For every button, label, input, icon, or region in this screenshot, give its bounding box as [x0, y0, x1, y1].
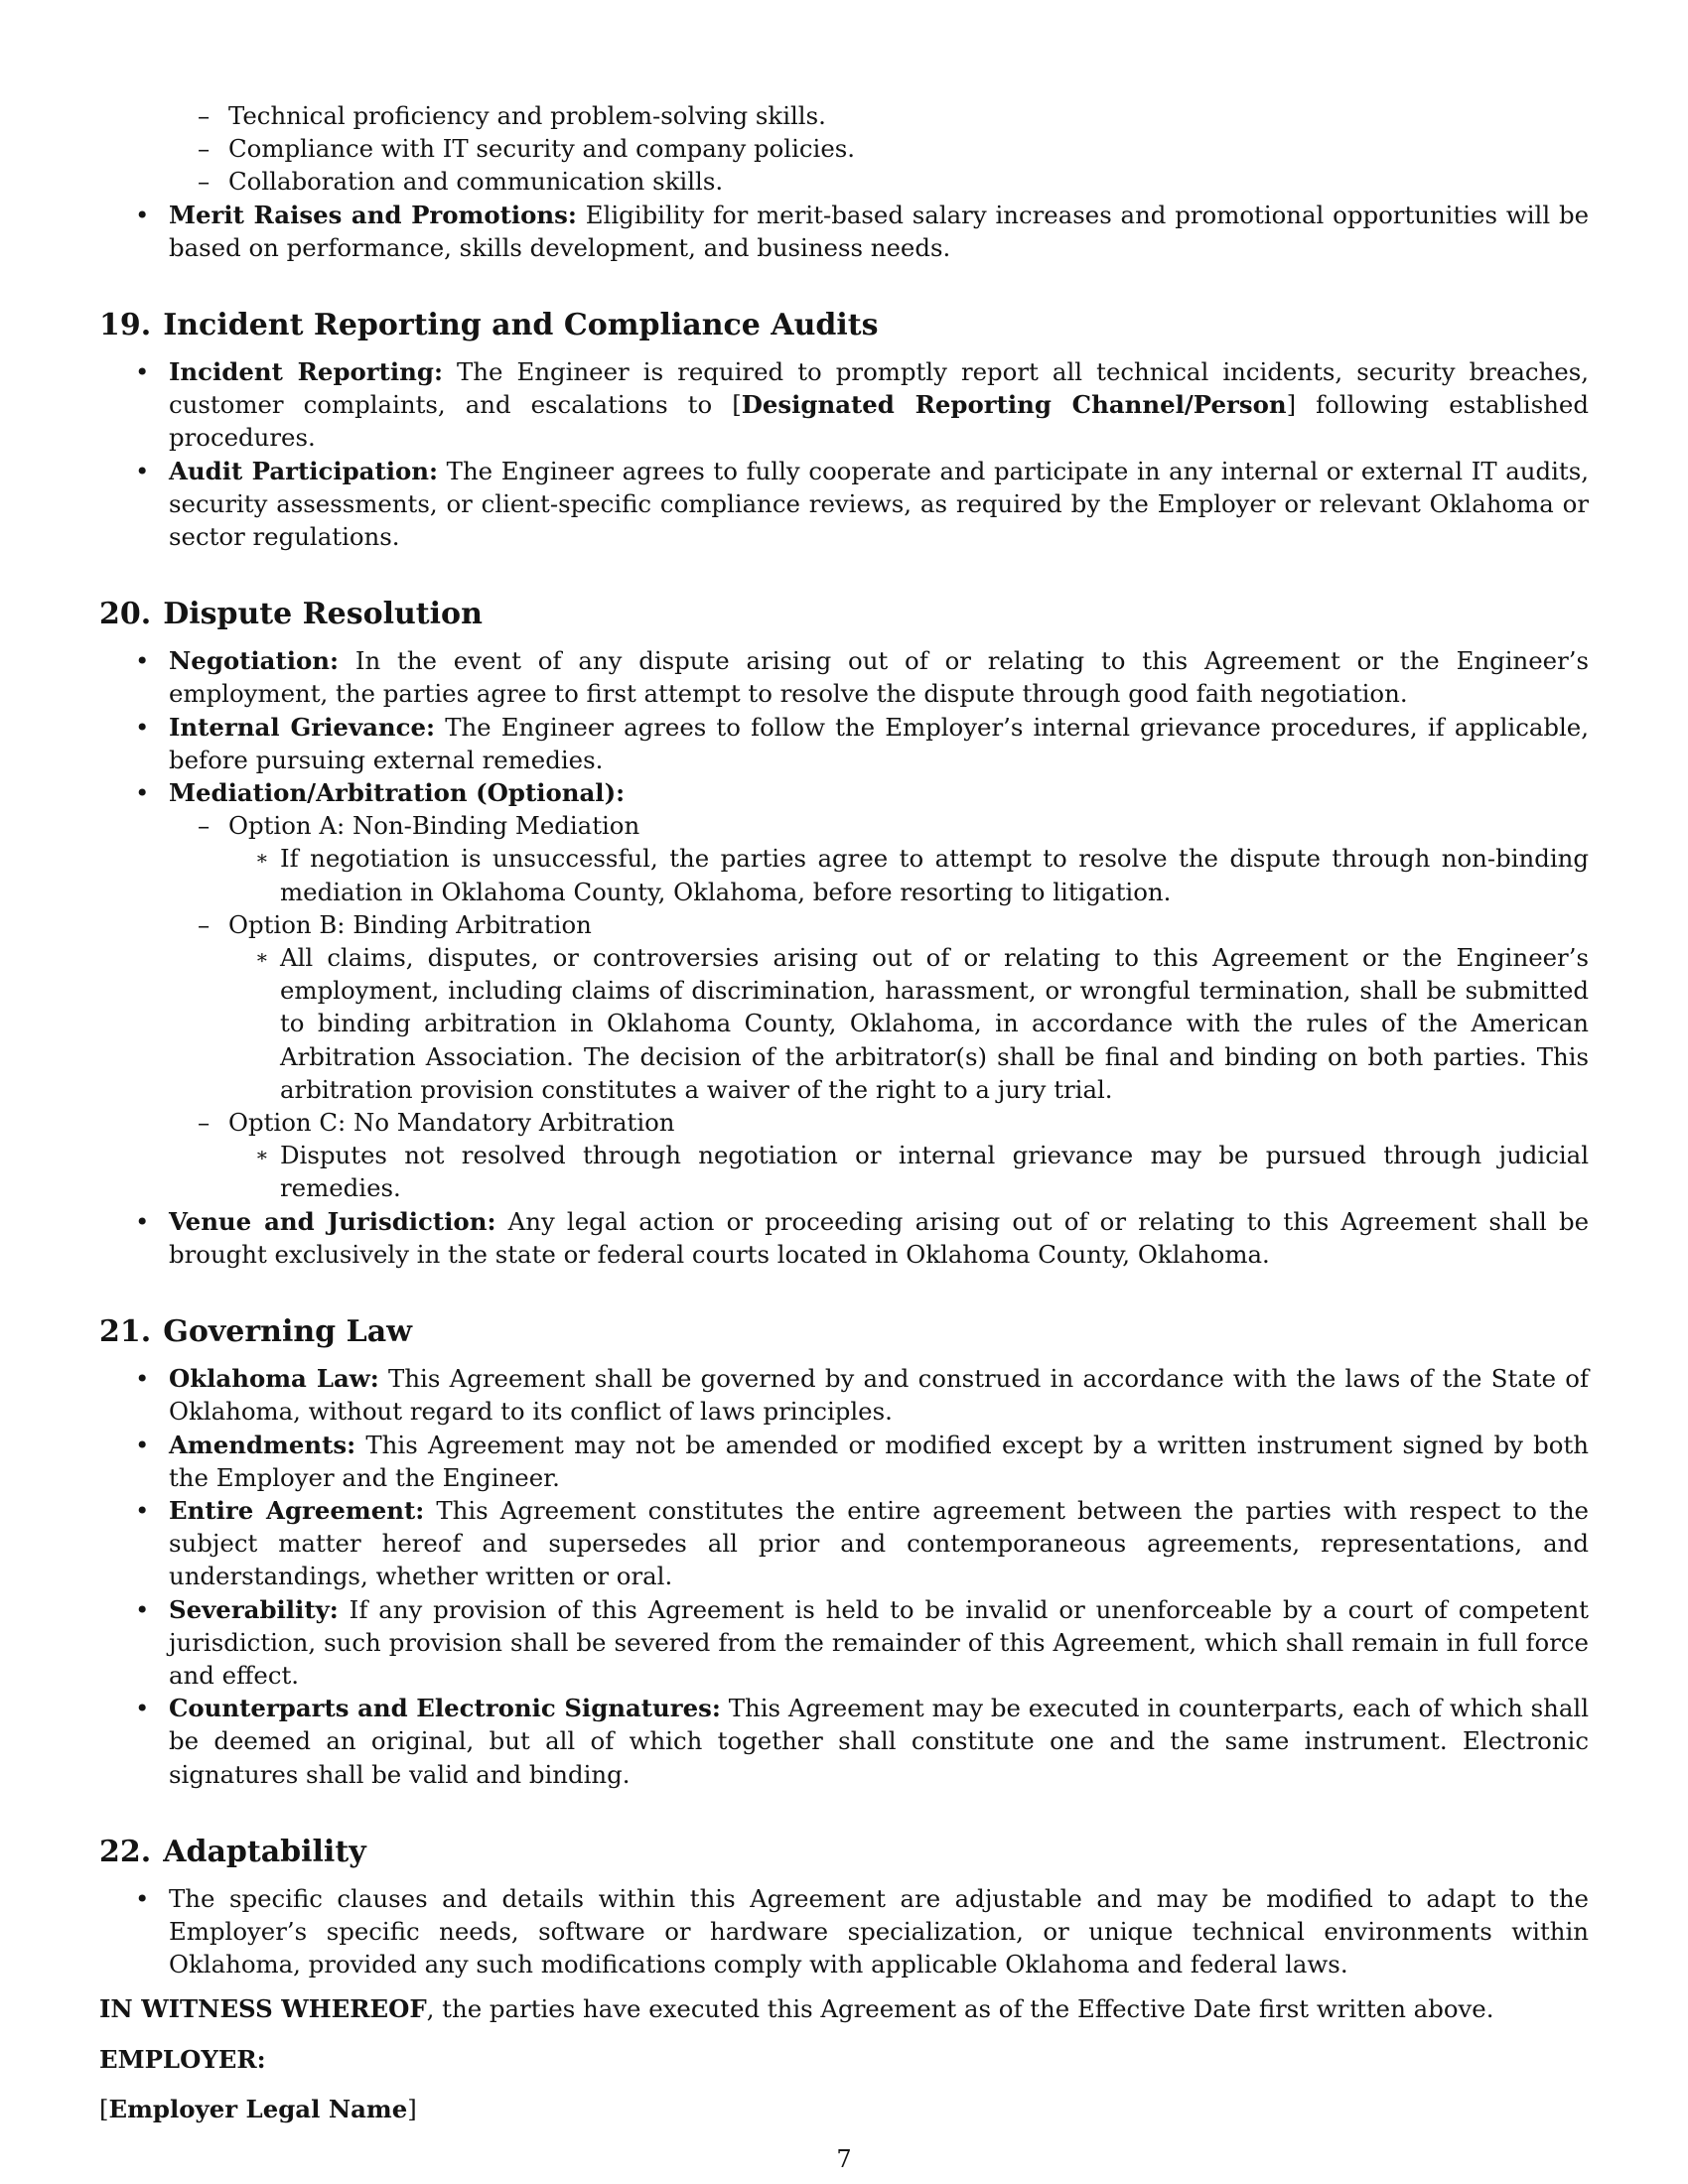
list-item: • Entire Agreement: This Agreement constitutes the entire agreement between the parties with respect to the subject matter hereof and supersedes all prior and contemporaneous agreements, representations, and understandings, whether written or oral.: [99, 1494, 1589, 1593]
list-item: • Incident Reporting: The Engineer is required to promptly report all technical incidents, security breaches, customer complaints, and escalations to [Designated Reporting Channel/Person] following established procedures.: [99, 355, 1589, 455]
list-item: • The specific clauses and details within this Agreement are adjustable and may be modified to adapt to the Employer’s specific needs, software or hardware specialization, or unique technical environments within Oklahoma, provided any such modifications comply with applicable Oklahoma and federal laws.: [99, 1882, 1589, 1981]
list-item: • Amendments: This Agreement may not be amended or modified except by a written instrument signed by both the Employer and the Engineer.: [99, 1429, 1589, 1494]
options-list: [169, 809, 1589, 1204]
list-item: [99, 776, 1589, 1205]
item-label: Internal Grievance:: [169, 712, 436, 742]
list-item: – Technical proficiency and problem-solving skills.: [169, 99, 1589, 132]
witness-statement: IN WITNESS WHEREOF, the parties have executed this Agreement as of the Effective Date first written above.: [99, 1994, 1494, 2024]
document-page: [99, 99, 1589, 2125]
list-item: • Merit Raises and Promotions: Eligibility for merit-based salary increases and promotional opportunities will be based on performance, skills development, and business needs.: [99, 199, 1589, 264]
list-item: • Severability: If any provision of this Agreement is held to be invalid or unenforceable by a court of competent jurisdiction, such provision shall be severed from the remainder of this Agreement, which shall remain in full force and effect.: [99, 1593, 1589, 1693]
section-20-list: [99, 644, 1589, 1271]
list-item: • Counterparts and Electronic Signatures: This Agreement may be executed in counterparts, each of which shall be deemed an original, but all of which together shall constitute one and the same instrument. Electronic signatures shall be valid and binding.: [99, 1692, 1589, 1791]
item-label: Venue and Jurisdiction:: [169, 1206, 496, 1236]
item-label: Amendments:: [169, 1430, 356, 1459]
item-label: Merit Raises and Promotions:: [169, 200, 577, 229]
section-heading-20: 20. Dispute Resolution: [99, 597, 483, 632]
evaluation-criteria-list: [169, 99, 1589, 199]
section-22-list: [99, 1882, 1589, 1981]
item-label: Mediation/Arbitration (Optional):: [169, 778, 626, 808]
list-item: • Audit Participation: The Engineer agrees to fully cooperate and participate in any internal or external IT audits, security assessments, or client-specific compliance reviews, as required by the Employer or relevant Oklahoma or sector regulations.: [99, 455, 1589, 554]
list-item: – Compliance with IT security and company policies.: [169, 132, 1589, 165]
item-label: Severability:: [169, 1594, 339, 1624]
section-heading-22: 22. Adaptability: [99, 1834, 366, 1869]
item-label: Oklahoma Law:: [169, 1364, 379, 1394]
list-item: • Internal Grievance: The Engineer agrees to follow the Employer’s internal grievance procedures, if applicable, before pursuing external remedies.: [99, 711, 1589, 776]
section-19-list: [99, 355, 1589, 553]
page-number: 7: [836, 2145, 852, 2173]
section-heading-21: 21. Governing Law: [99, 1314, 412, 1350]
item-label: Entire Agreement:: [169, 1495, 425, 1525]
employer-heading: EMPLOYER:: [99, 2044, 266, 2074]
list-item: • Oklahoma Law: This Agreement shall be governed by and construed in accordance with the laws of the State of Oklahoma, without regard to its conflict of laws principles.: [99, 1362, 1589, 1428]
option-detail: ∗ If negotiation is unsuccessful, the parties agree to attempt to resolve the dispute through non-binding mediation in Oklahoma County, Oklahoma, before resorting to litigation.: [228, 842, 1589, 907]
item-label: Audit Participation:: [169, 456, 439, 485]
list-item: – Collaboration and communication skills.: [169, 165, 1589, 198]
employer-name-placeholder: [Employer Legal Name]: [99, 2094, 417, 2123]
option-item: – Option A: Non-Binding Mediation ∗ If negotiation is unsuccessful, the parties agree to attempt to resolve the dispute through non-binding mediation in Oklahoma County, Oklahoma, before resorting to litigation.: [169, 809, 1589, 908]
list-item: • Negotiation: In the event of any dispute arising out of or relating to this Agreement or the Engineer’s employment, the parties agree to first attempt to resolve the dispute through good faith negotiation.: [99, 644, 1589, 710]
section-heading-19: 19. Incident Reporting and Compliance Audits: [99, 308, 879, 343]
list-item: • Venue and Jurisdiction: Any legal action or proceeding arising out of or relating to this Agreement shall be brought exclusively in the state or federal courts located in Oklahoma County, Oklahoma.: [99, 1205, 1589, 1271]
merit-list: [99, 199, 1589, 264]
option-detail: ∗ Disputes not resolved through negotiation or internal grievance may be pursued through judicial remedies.: [228, 1139, 1589, 1204]
section-21-list: [99, 1362, 1589, 1791]
option-item: – Option B: Binding Arbitration ∗ All claims, disputes, or controversies arising out of or relating to this Agreement or the Engineer’s employment, including claims of discrimination, harassment, or wrongful termination, shall be submitted to binding arbitration in Oklahoma County, Oklahoma, in accordance with the rules of the American Arbitration Association. The decision of the arbitrator(s) shall be final and binding on both parties. This arbitration provision constitutes a waiver of the right to a jury trial.: [169, 908, 1589, 1106]
option-item: – Option C: No Mandatory Arbitration ∗ Disputes not resolved through negotiation or internal grievance may be pursued through judicial remedies.: [169, 1106, 1589, 1205]
item-label: Negotiation:: [169, 646, 340, 676]
item-label: Counterparts and Electronic Signatures:: [169, 1694, 721, 1723]
placeholder-field: Designated Reporting Channel/Person: [741, 390, 1287, 420]
item-label: Incident Reporting:: [169, 357, 443, 387]
option-detail: ∗ All claims, disputes, or controversies arising out of or relating to this Agreement or the Engineer’s employment, including claims of discrimination, harassment, or wrongful termination, shall be submitted to binding arbitration in Oklahoma County, Oklahoma, in accordance with the rules of the American Arbitration Association. The decision of the arbitrator(s) shall be final and binding on both parties. This arbitration provision constitutes a waiver of the right to a jury trial.: [228, 941, 1589, 1106]
